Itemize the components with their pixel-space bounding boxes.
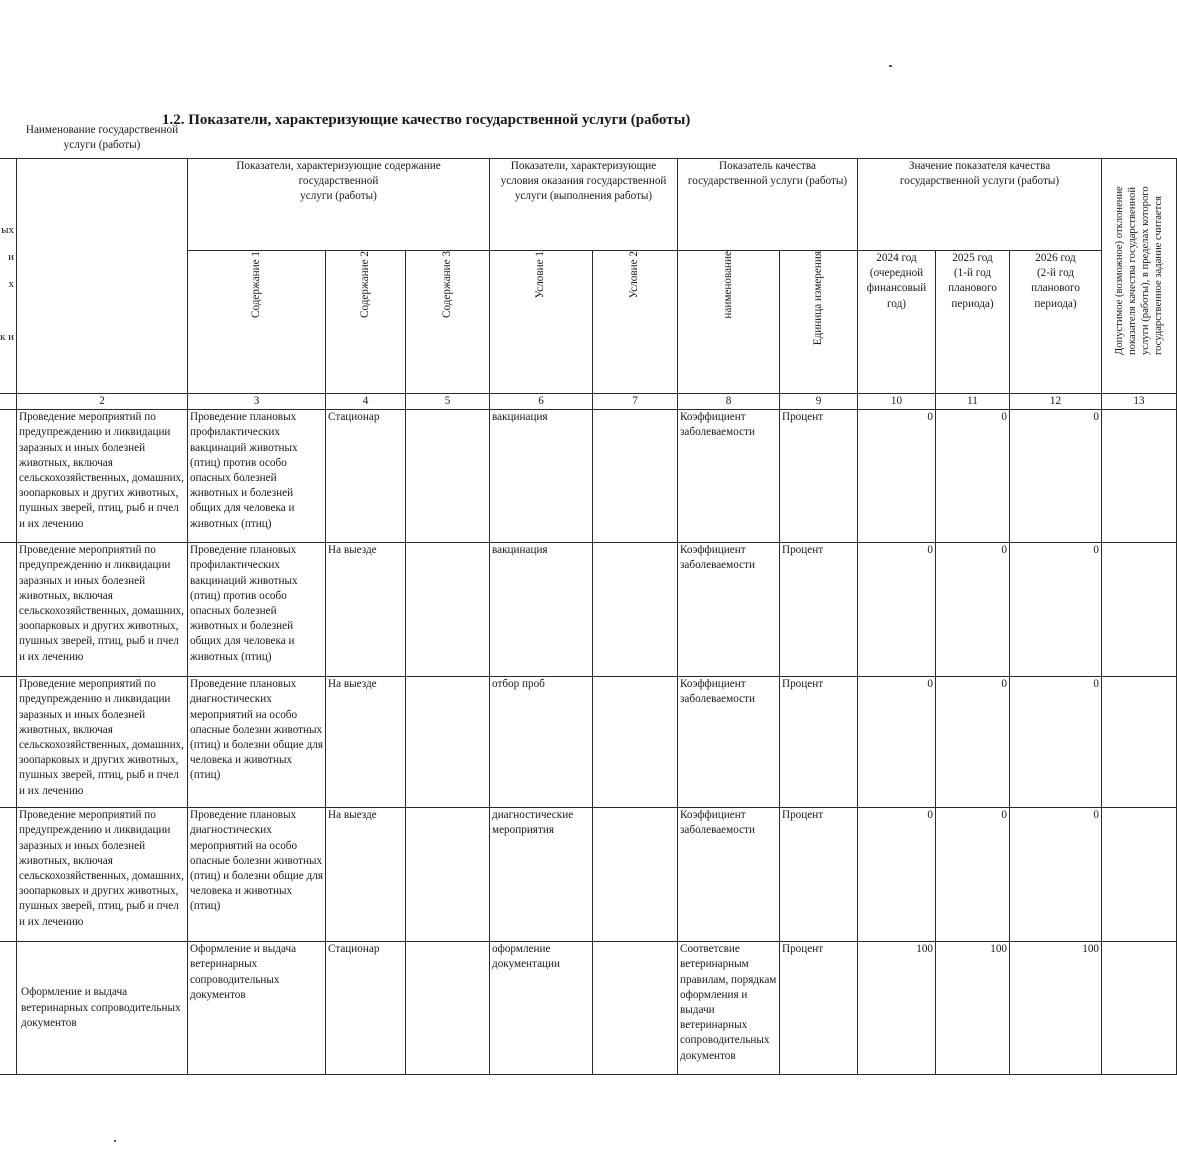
- header-col1-fragment: ых и х к и: [0, 159, 17, 394]
- header-content2: Содержание 2: [326, 251, 406, 394]
- cell-unit: Процент: [780, 942, 858, 1075]
- cell-indicator: Коэффициент заболеваемости: [678, 543, 780, 677]
- header-row-groups: [0, 159, 1177, 251]
- scan-speck: [889, 65, 892, 67]
- cell-content1: Оформление и выдача ветеринарных сопроводительных документов: [188, 942, 326, 1075]
- col-number: 7: [593, 394, 678, 410]
- cell-condition1: оформление документации: [490, 942, 593, 1075]
- header-content-group: Показатели, характеризующие содержание государственной услуги (работы): [188, 159, 490, 251]
- cell-value-2024: 0: [858, 808, 936, 942]
- table-row: [0, 410, 1177, 543]
- cell-value-2025: 0: [936, 808, 1010, 942]
- cell-value-2026: 0: [1010, 808, 1102, 942]
- header-year-2026: 2026 год (2-й год планового периода): [1010, 251, 1102, 394]
- col-number: 5: [406, 394, 490, 410]
- col-number: 13: [1102, 394, 1177, 410]
- cell-value-2024: 100: [858, 942, 936, 1075]
- header-quality-group: Показатель качества государственной услуги (работы): [678, 159, 858, 251]
- cell-service: Проведение мероприятий по предупреждению и ликвидации заразных и иных болезней животных, включая сельскохозяйственных, домашних, зоопарковых и других животных, пушных зверей, птиц, рыб и пчел и их лечению: [17, 677, 188, 808]
- cell-condition2: [593, 808, 678, 942]
- cell-service: Проведение мероприятий по предупреждению и ликвидации заразных и иных болезней животных, включая сельскохозяйственных, домашних, зоопарковых и других животных, пушных зверей, птиц, рыб и пчел и их лечению: [17, 543, 188, 677]
- cell-content3: [406, 808, 490, 942]
- cell-value-2025: 100: [936, 942, 1010, 1075]
- cell-condition1: вакцинация: [490, 410, 593, 543]
- cell-condition2: [593, 410, 678, 543]
- cell-value-2024: 0: [858, 410, 936, 543]
- cell-indicator: Коэффициент заболеваемости: [678, 410, 780, 543]
- page-title: 1.2. Показатели, характеризующие качество государственной услуги (работы): [162, 112, 691, 128]
- cell-content1: Проведение плановых профилактических вакцинаций животных (птиц) против особо опасных болезней животных и болезней общих для человека и животных (птиц): [188, 543, 326, 677]
- cell-content2: На выезде: [326, 543, 406, 677]
- cell-condition1: вакцинация: [490, 543, 593, 677]
- table-row: [0, 677, 1177, 808]
- col-number: 2: [17, 394, 188, 410]
- cell-value-2026: 0: [1010, 543, 1102, 677]
- col-number: 3: [188, 394, 326, 410]
- header-service-name: Наименование государственной услуги (работы): [17, 159, 188, 394]
- col-number: 10: [858, 394, 936, 410]
- header-indicator-name: наименование: [678, 251, 780, 394]
- cell-condition1: отбор проб: [490, 677, 593, 808]
- cell-indicator: Коэффициент заболеваемости: [678, 808, 780, 942]
- header-unit: Единица измерения: [780, 251, 858, 394]
- cell-deviation: [1102, 410, 1177, 543]
- cell-deviation: [1102, 808, 1177, 942]
- cell-content2: Стационар: [326, 942, 406, 1075]
- header-conditions-group: Показатели, характеризующие условия оказания государственной услуги (выполнения работы): [490, 159, 678, 251]
- header-value-group: Значение показателя качества государственной услуги (работы): [858, 159, 1102, 251]
- cell-content2: На выезде: [326, 677, 406, 808]
- table-row: [0, 942, 1177, 1075]
- col-number: 6: [490, 394, 593, 410]
- cell-content3: [406, 942, 490, 1075]
- col-number: 9: [780, 394, 858, 410]
- column-numbers-row: [0, 394, 1177, 410]
- cell-condition2: [593, 942, 678, 1075]
- cell-content3: [406, 543, 490, 677]
- cell-value-2026: 0: [1010, 410, 1102, 543]
- table-row: [0, 808, 1177, 942]
- header-condition2: Условие 2: [593, 251, 678, 394]
- col-number: 11: [936, 394, 1010, 410]
- cell-content3: [406, 410, 490, 543]
- header-content1: Содержание 1: [188, 251, 326, 394]
- cell-value-2025: 0: [936, 410, 1010, 543]
- header-year-2024: 2024 год (очередной финансовый год): [858, 251, 936, 394]
- cell-condition2: [593, 543, 678, 677]
- cell-deviation: [1102, 543, 1177, 677]
- cell-content2: Стационар: [326, 410, 406, 543]
- header-condition1: Условие 1: [490, 251, 593, 394]
- cell-content1: Проведение плановых профилактических вакцинаций животных (птиц) против особо опасных болезней животных и болезней общих для человека и животных (птиц): [188, 410, 326, 543]
- cell-service: Проведение мероприятий по предупреждению и ликвидации заразных и иных болезней животных, включая сельскохозяйственных, домашних, зоопарковых и других животных, пушных зверей, птиц, рыб и пчел и их лечению: [17, 410, 188, 543]
- cell-deviation: [1102, 942, 1177, 1075]
- cell-content1: Проведение плановых диагностических мероприятий на особо опасные болезни животных (птиц) и болезни общие для человека и животных (птиц): [188, 808, 326, 942]
- cell-content2: На выезде: [326, 808, 406, 942]
- cell-content3: [406, 677, 490, 808]
- cell-unit: Процент: [780, 808, 858, 942]
- cell-condition1: диагностические мероприятия: [490, 808, 593, 942]
- cell-unit: Процент: [780, 410, 858, 543]
- cell-deviation: [1102, 677, 1177, 808]
- cell-indicator: Коэффициент заболеваемости: [678, 677, 780, 808]
- cell-value-2024: 0: [858, 543, 936, 677]
- quality-indicators-table: [0, 124, 1177, 1075]
- cell-service: Проведение мероприятий по предупреждению и ликвидации заразных и иных болезней животных, включая сельскохозяйственных, домашних, зоопарковых и других животных, пушных зверей, птиц, рыб и пчел и их лечению: [17, 808, 188, 942]
- header-deviation: Допустимое (возможное) отклонение показателя качества государственной услуги (работы), в пределах которого государственное задание считается: [1102, 159, 1177, 394]
- table-row: [0, 543, 1177, 677]
- header-year-2025: 2025 год (1-й год планового периода): [936, 251, 1010, 394]
- cell-condition2: [593, 677, 678, 808]
- cell-content1: Проведение плановых диагностических мероприятий на особо опасные болезни животных (птиц) и болезни общие для человека и животных (птиц): [188, 677, 326, 808]
- cell-service: Оформление и выдача ветеринарных сопроводительных документов: [17, 942, 188, 1075]
- col-number: 4: [326, 394, 406, 410]
- cell-indicator: Соответсвие ветеринарным правилам, порядкам оформления и выдачи ветеринарных сопроводительных документов: [678, 942, 780, 1075]
- header-content3: Содержание 3: [406, 251, 490, 394]
- cell-value-2025: 0: [936, 677, 1010, 808]
- cell-value-2026: 100: [1010, 942, 1102, 1075]
- cell-value-2025: 0: [936, 543, 1010, 677]
- cell-value-2026: 0: [1010, 677, 1102, 808]
- cell-value-2024: 0: [858, 677, 936, 808]
- cell-unit: Процент: [780, 677, 858, 808]
- col-number: 12: [1010, 394, 1102, 410]
- scan-speck: [114, 1140, 116, 1142]
- col-number: 8: [678, 394, 780, 410]
- cell-unit: Процент: [780, 543, 858, 677]
